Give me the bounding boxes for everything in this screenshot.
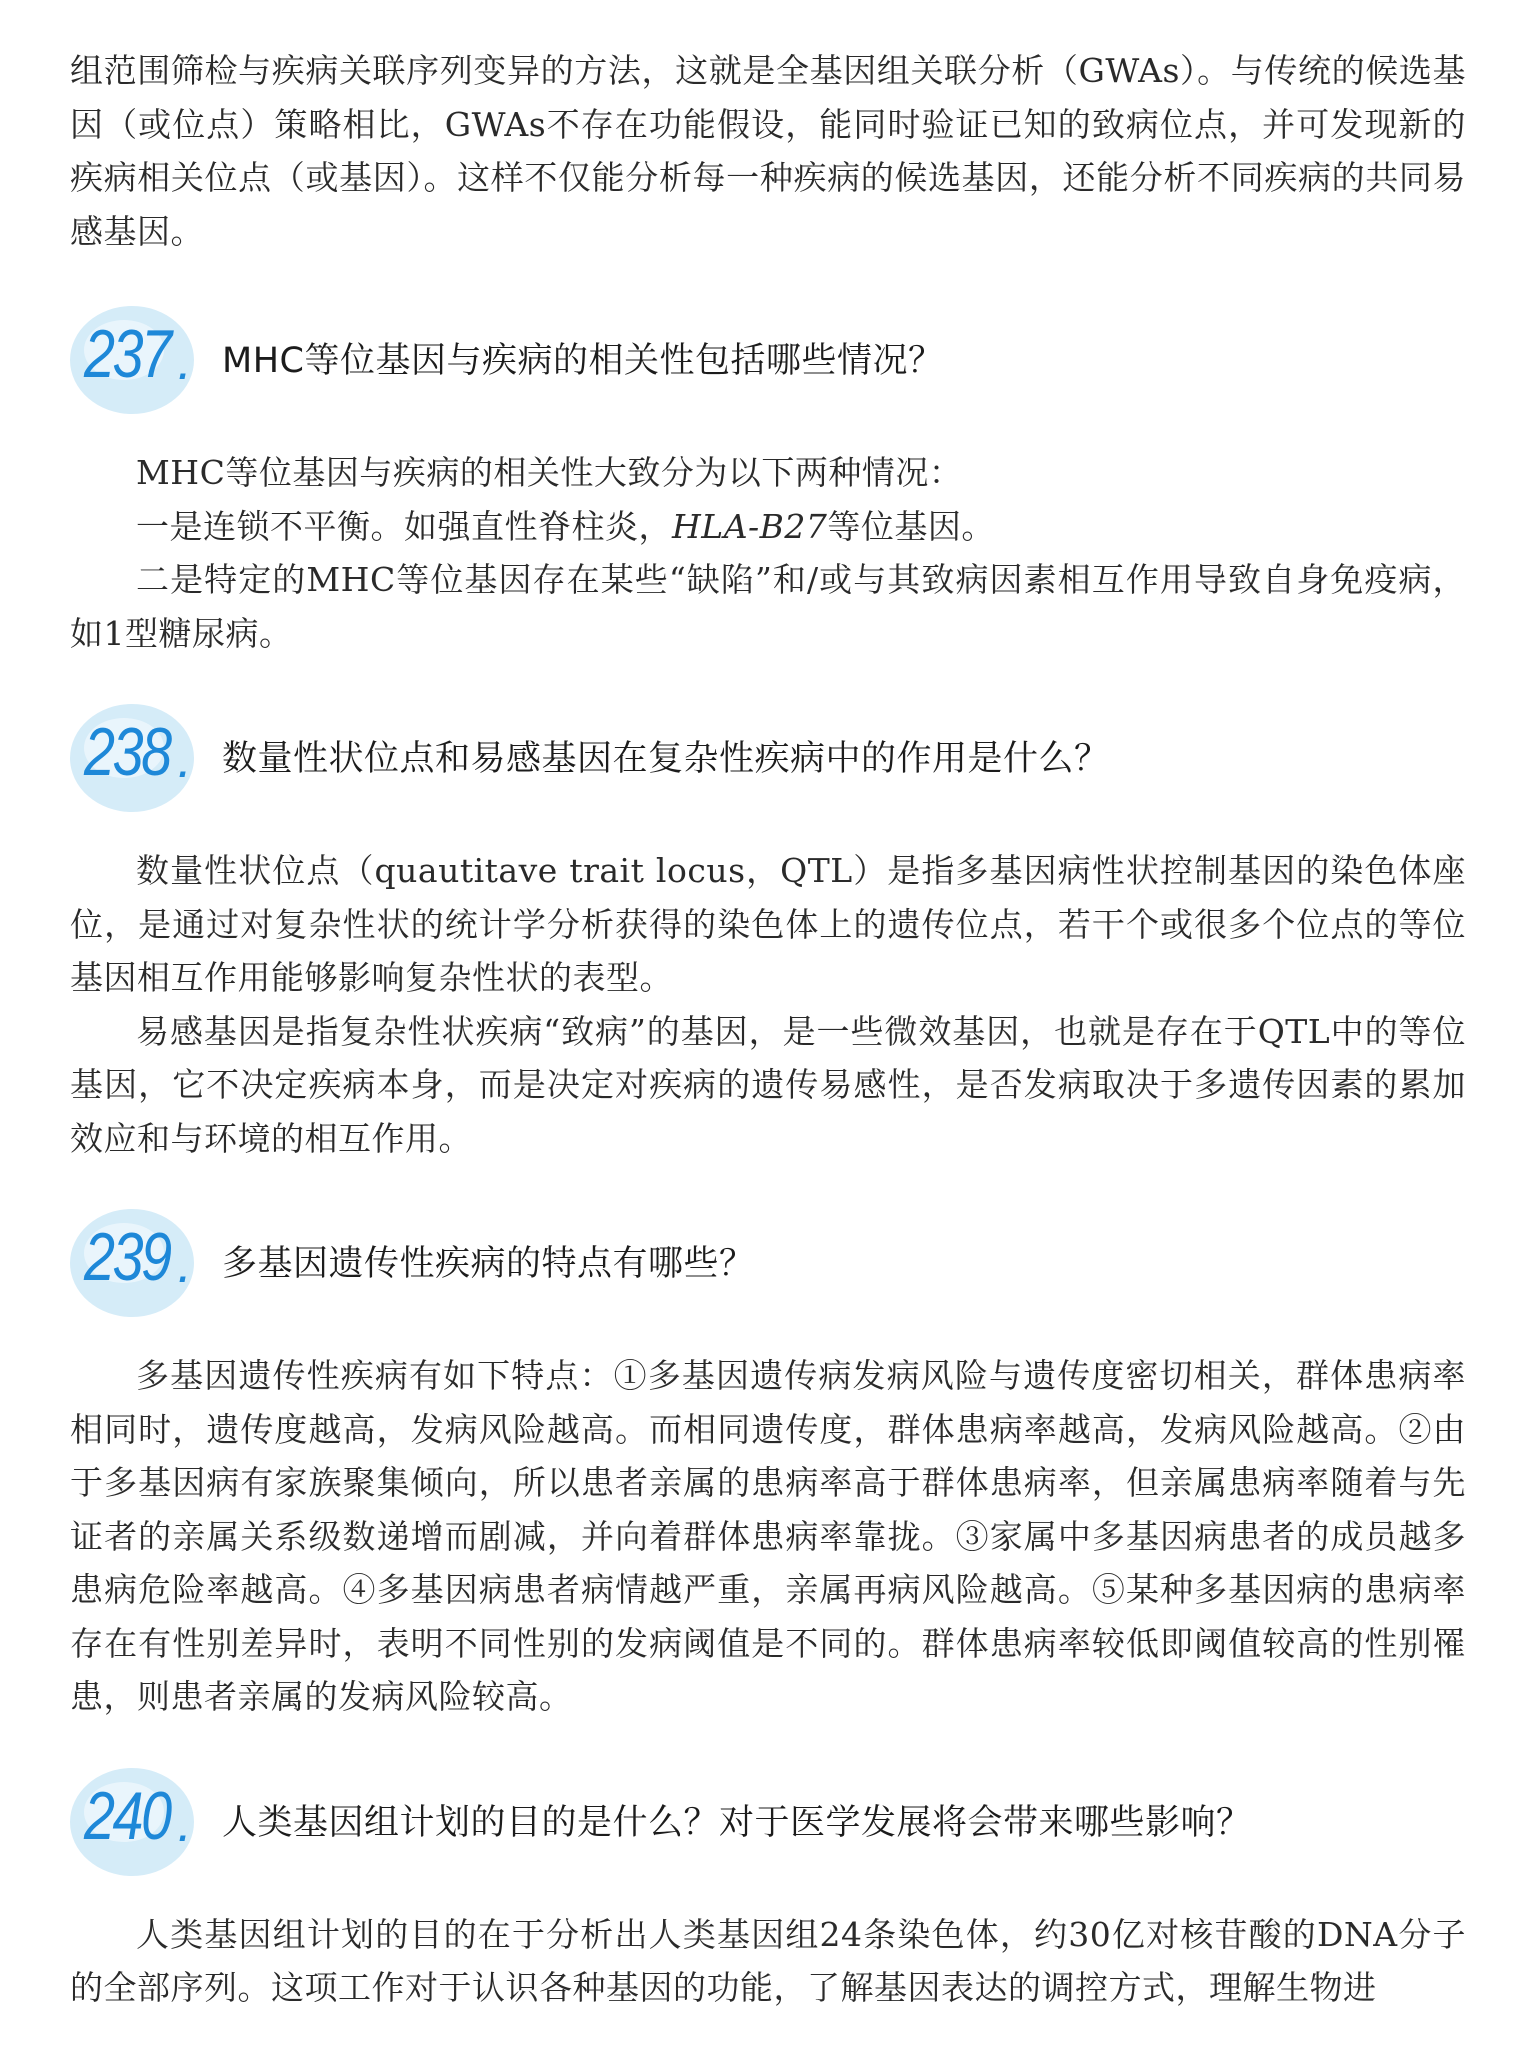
- number-badge: [66, 696, 206, 816]
- badge-dot: .: [177, 1794, 192, 1853]
- intro-paragraph: 组范围筛检与疾病关联序列变异的方法，这就是全基因组关联分析（GWAs）。与传统的候选基因（或位点）策略相比，GWAs不存在功能假设，能同时验证已知的致病位点，并可发现新的疾病相关位点（或基因）。这样不仅能分析每一种疾病的候选基因，还能分析不同疾病的共同易感基因。: [70, 51, 1466, 251]
- question-number: 239: [84, 1219, 170, 1295]
- answer-paragraph: 数量性状位点（quautitave trait locus，QTL）是指多基因病性状控制基因的染色体座位，是通过对复杂性状的统计学分析获得的染色体上的遗传位点，若干个或很多个位点的等位基因相互作用能够影响复杂性状的表型。: [70, 851, 1466, 997]
- question-number: 240: [84, 1777, 170, 1854]
- answer-text: 一是连锁不平衡。如强直性脊柱炎，: [136, 506, 672, 546]
- badge-dot: .: [177, 731, 192, 789]
- number-badge: [66, 298, 206, 418]
- question-title: MHC等位基因与疾病的相关性包括哪些情况？: [222, 341, 944, 381]
- section-header-240: [70, 1754, 1466, 1886]
- answer-paragraph: 人类基因组计划的目的在于分析出人类基因组24条染色体，约30亿对核苷酸的DNA分子的全部序列。这项工作对于认识各种基因的功能，了解基因表达的调控方式，理解生物进: [70, 1914, 1466, 2007]
- section-header-239: [70, 1195, 1466, 1327]
- answer-paragraph: 易感基因是指复杂性状疾病“致病”的基因，是一些微效基因，也就是存在于QTL中的等位基因，它不决定疾病本身，而是决定对疾病的遗传易感性，是否发病取决于多遗传因素的累加效应和与环境的相互作用。: [70, 1011, 1466, 1158]
- question-title: 人类基因组计划的目的是什么？对于医学发展将会带来哪些影响？: [222, 1802, 1252, 1843]
- answer-paragraph: MHC等位基因与疾病的相关性大致分为以下两种情况：: [136, 453, 963, 492]
- answer-paragraph: 多基因遗传性疾病有如下特点：①多基因遗传病发病风险与遗传度密切相关，群体患病率相同时，遗传度越高，发病风险越高。而相同遗传度，群体患病率越高，发病风险越高。②由于多基因病有家族聚集倾向，所以患者亲属的患病率高于群体患病率，但亲属患病率随着与先证者的亲属关系级数递增而剧减，并向着群体患病率靠拢。③家属中多基因病患者的成员越多患病危险率越高。④多基因病患者病情越严重，亲属再病风险越高。⑤某种多基因病的患病率存在有性别差异时，表明不同性别的发病阈值是不同的。群体患病率较低即阈值较高的性别罹患，则患者亲属的发病风险较高。: [70, 1356, 1466, 1716]
- gene-name: HLA-B27: [672, 506, 828, 546]
- question-title: 多基因遗传性疾病的特点有哪些？: [222, 1244, 755, 1284]
- page-content: [70, 44, 1466, 2015]
- number-badge: [66, 1760, 206, 1880]
- section-header-237: [70, 292, 1466, 424]
- number-badge: [66, 1201, 206, 1321]
- question-number: 238: [84, 714, 170, 790]
- badge-dot: .: [177, 1236, 192, 1294]
- section-header-238: [70, 690, 1466, 822]
- answer-paragraph: [70, 500, 1466, 554]
- question-number: 237: [84, 316, 170, 392]
- answer-paragraph: 二是特定的MHC等位基因存在某些“缺陷”和/或与其致病因素相互作用导致自身免疫病，如1型糖尿病。: [70, 560, 1466, 653]
- badge-dot: .: [177, 333, 192, 391]
- answer-text: 等位基因。: [827, 506, 995, 546]
- question-title: 数量性状位点和易感基因在复杂性疾病中的作用是什么？: [222, 739, 1110, 779]
